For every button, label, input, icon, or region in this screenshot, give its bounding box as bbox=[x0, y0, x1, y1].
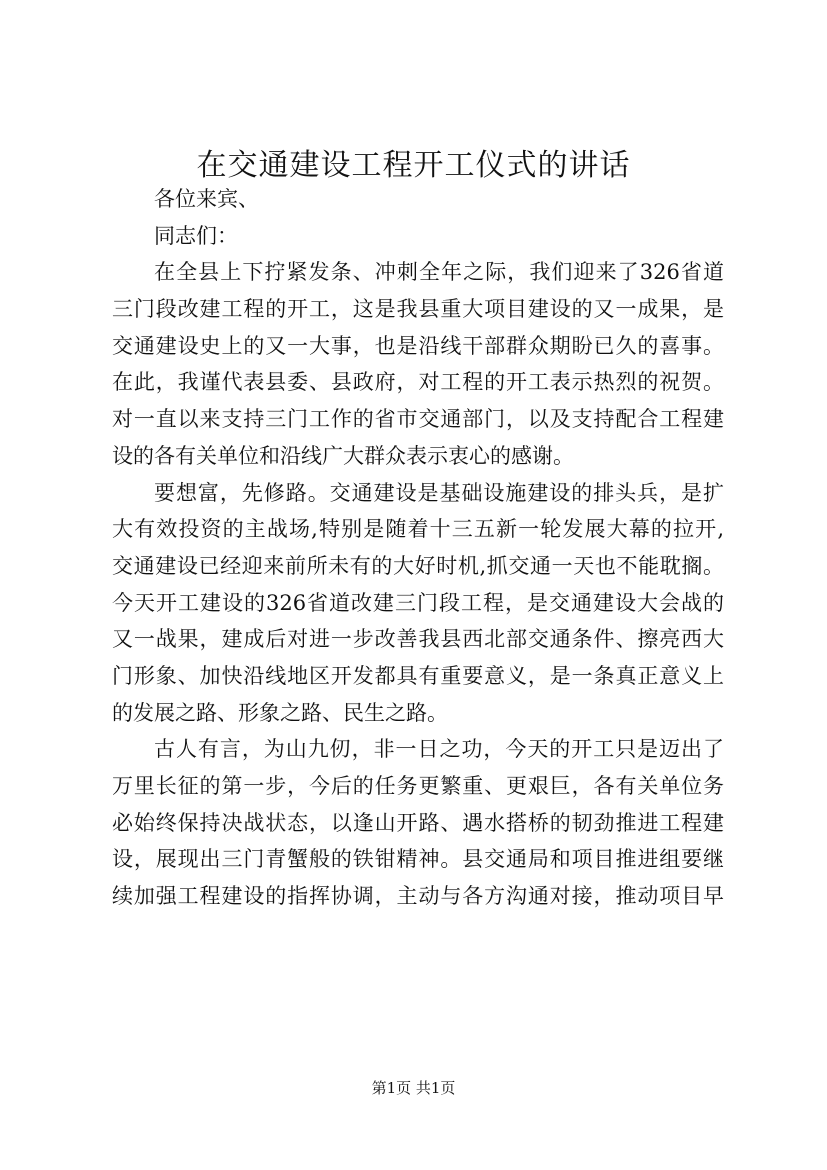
paragraph bbox=[112, 254, 724, 474]
text-line: 交通建设史上的又一大事，也是沿线干部群众期盼已久的喜事。 bbox=[112, 333, 724, 358]
text-line: 设的各有关单位和沿线广大群众表示衷心的感谢。 bbox=[112, 443, 574, 468]
page-footer: 第1页 共1页 bbox=[371, 1079, 456, 1097]
text-line: 设，展现出三门青蟹般的铁钳精神。县交通局和项目推进组要继 bbox=[112, 847, 724, 872]
text-line: 要想富，先修路。交通建设是基础设施建设的排头兵，是扩 bbox=[154, 480, 724, 505]
text-line: 的发展之路、形象之路、民生之路。 bbox=[112, 700, 448, 725]
paragraph bbox=[112, 731, 724, 914]
document-title: 在交通建设工程开工仪式的讲话 bbox=[196, 148, 631, 183]
text-line: 又一战果，建成后对进一步改善我县西北部交通条件、擦亮西大 bbox=[112, 627, 724, 652]
text-line: 续加强工程建设的指挥协调，主动与各方沟通对接，推动项目早 bbox=[112, 884, 724, 909]
text-line: 交通建设已经迎来前所未有的大好时机,抓交通一天也不能耽搁。 bbox=[112, 553, 724, 578]
text-line: 在全县上下拧紧发条、冲刺全年之际，我们迎来了326省道 bbox=[154, 260, 724, 285]
text-line: 三门段改建工程的开工，这是我县重大项目建设的又一成果，是 bbox=[112, 297, 724, 322]
text-line: 在此，我谨代表县委、县政府，对工程的开工表示热烈的祝贺。 bbox=[112, 370, 724, 395]
text-line: 门形象、加快沿线地区开发都具有重要意义，是一条真正意义上 bbox=[112, 663, 724, 688]
text-line: 万里长征的第一步，今后的任务更繁重、更艰巨，各有关单位务 bbox=[112, 774, 724, 798]
text-line: 大有效投资的主战场,特别是随着十三五新一轮发展大幕的拉开, bbox=[112, 517, 724, 542]
text-line: 古人有言，为山九仞，非一日之功，今天的开工只是迈出了 bbox=[154, 737, 724, 762]
text-line: 对一直以来支持三门工作的省市交通部门，以及支持配合工程建 bbox=[112, 407, 724, 432]
salutation-line: 各位来宾、 bbox=[154, 187, 259, 211]
salutation-line: 同志们： bbox=[154, 223, 238, 248]
document-body bbox=[112, 181, 724, 915]
paragraph bbox=[112, 475, 724, 732]
text-line: 必始终保持决战状态，以逢山开路、遇水搭桥的韧劲推进工程建 bbox=[112, 810, 724, 835]
text-line: 今天开工建设的326省道改建三门段工程，是交通建设大会战的 bbox=[112, 590, 724, 615]
